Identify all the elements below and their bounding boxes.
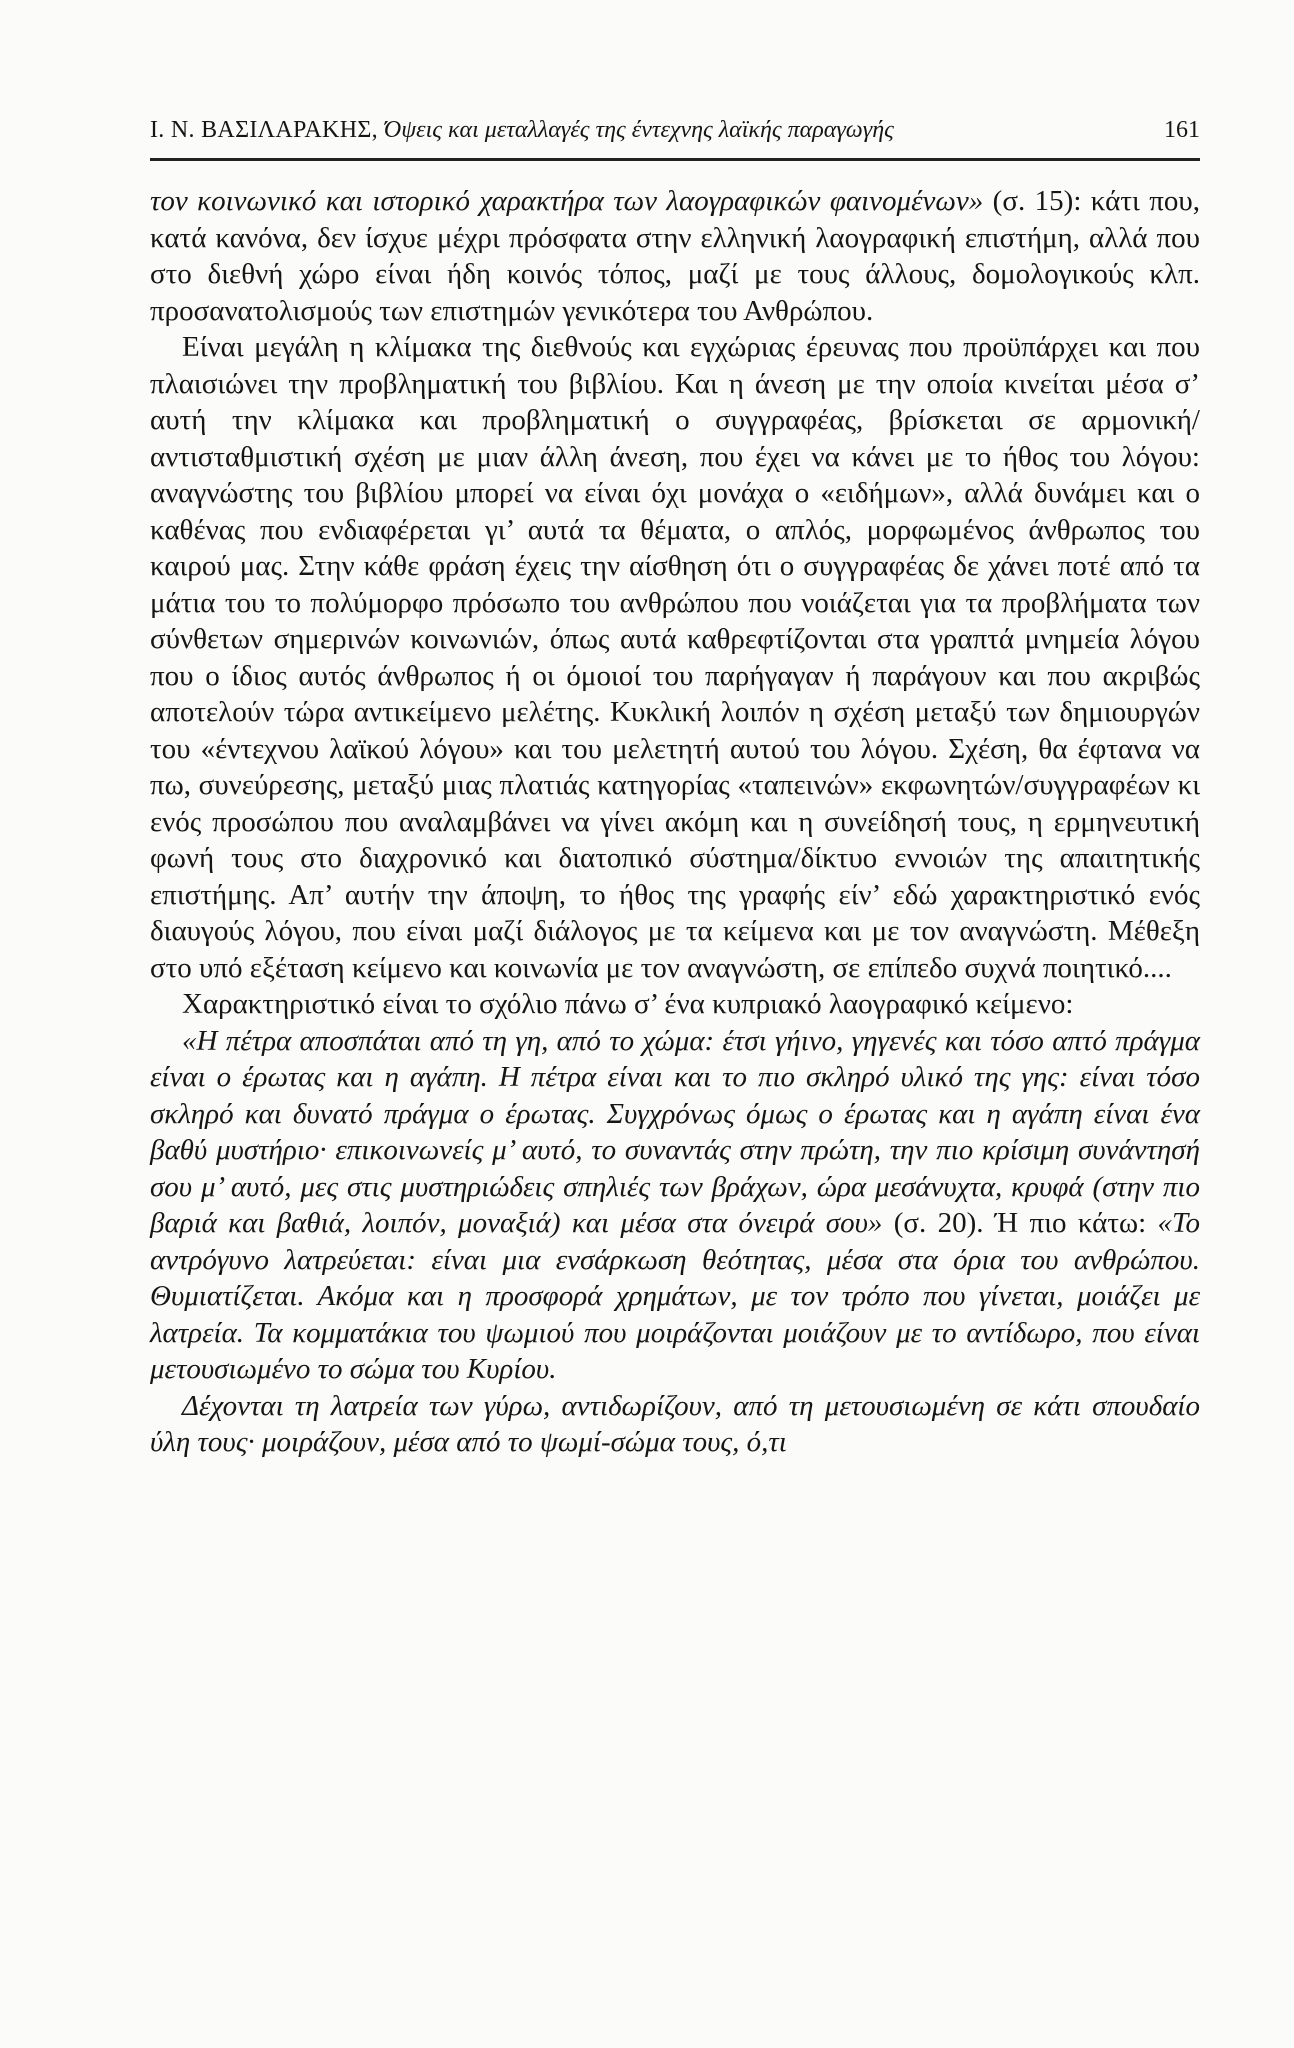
- paragraph-1: [150, 183, 1200, 329]
- paragraph-2-segment-1: Είναι μεγάλη η κλίμακα της διεθνούς και εγχώριας έρευνας που προϋπάρχει και που πλαισιώνει την προβληματική του βιβλίου. Και η άνεση με την οποία κινείται μέσα σ’ αυτή την κλίμακα και προβληματική ο συγγραφέας, βρίσκεται σε αρμονική/αντισταθμιστική σχέση με μιαν άλλη άνεση, που έχει να κάνει με το ήθος του λόγου: αναγνώστης του βιβλίου μπορεί να είναι όχι μονάχα ο «ειδήμων», αλλά δυνάμει και ο καθένας που ενδιαφέρεται γι’ αυτά τα θέματα, ο απλός, μορφωμένος άνθρωπος του καιρού μας. Στην κάθε φράση έχεις την αίσθηση ότι ο συγγραφέας δε χάνει ποτέ από τα μάτια του το πολύμορφο πρόσωπο του ανθρώπου που νοιάζεται για τα προβλήματα των σύνθετων σημερινών κοινωνιών, όπως αυτά καθρεφτίζονται στα γραπτά μνημεία λόγου που ο ίδιος αυτός άνθρωπος ή οι όμοιοί του παρήγαγαν ή παράγουν και που ακριβώς αποτελούν τώρα αντικείμενο μελέτης. Κυκλική λοιπόν η σχέση μεταξύ των δημιουργών του «έντεχνου λαϊκού λόγου» και του μελετητή αυτού του λόγου. Σχέση, θα έφτανα να πω, συνεύρεσης, μεταξύ μιας πλατιάς κατηγορίας «ταπεινών» εκφωνητών/συγγραφέων κι ενός προσώπου που αναλαμβάνει να γίνει ακόμη και η συνείδησή τους, η ερμηνευτική φωνή τους στο διαχρονικό και διατοπικό σύστημα/δίκτυο εννοιών της απαιτητικής επιστήμης. Απ’ αυτήν την άποψη, το ήθος της γραφής είν’ εδώ χαρακτηριστικό ενός διαυγούς λόγου, που είναι μαζί διάλογος με τα κείμενα και με τον αναγνώστη. Μέθεξη στο υπό εξέταση κείμενο και κοινωνία με τον αναγνώστη, σε επίπεδο συχνά ποιητικό....: [150, 331, 1200, 984]
- paragraph-3-segment-1: Χαρακτηριστικό είναι το σχόλιο πάνω σ’ ένα κυπριακό λαογραφικό κείμενο:: [182, 988, 1074, 1020]
- paragraph-1-segment-2: (σ. 15): κάτι που, κατά κανόνα, δεν ίσχυε μέχρι πρόσφατα στην ελληνική λαογραφική επιστήμη, αλλά που στο διεθνή χώρο είναι ήδη κοινός τόπος, μαζί με τους άλλους, δομολογικούς κλπ. προσανατολισμούς των επιστημών γενικότερα του Ανθρώπου.: [150, 185, 1201, 327]
- book-page: [150, 108, 1200, 1461]
- header-book-title: Όψεις και μεταλλαγές της έντεχνης λαϊκής παραγωγής: [383, 117, 894, 143]
- paragraph-1-segment-1: τον κοινωνικό και ιστορικό χαρακτήρα των λαογραφικών φαινομένων»: [150, 185, 984, 217]
- paragraph-4-quote: [150, 1023, 1200, 1388]
- page-number: 161: [1164, 117, 1200, 143]
- paragraph-2: [150, 329, 1200, 986]
- paragraph-5-quote: [150, 1388, 1200, 1461]
- header-author: Ι. Ν. ΒΑΣΙΛΑΡΑΚΗΣ,: [150, 117, 378, 143]
- body-text: [150, 183, 1200, 1461]
- paragraph-4-segment-2: (σ. 20). Ή πιο κάτω:: [882, 1207, 1158, 1239]
- paragraph-4-segment-3: «Το αντρόγυνο λατρεύεται: είναι μια ενσάρκωση θεότητας, μέσα στα όρια του ανθρώπου. Θυμιατίζεται. Ακόμα και η προσφορά χρημάτων, με τον τρόπο που γίνεται, μοιάζει με λατρεία. Τα κομματάκια του ψωμιού που μοιράζονται μοιάζουν με το αντίδωρο, που είναι μετουσιωμένο το σώμα του Κυρίου.: [150, 1207, 1200, 1385]
- paragraph-5-segment-1: Δέχονται τη λατρεία των γύρω, αντιδωρίζουν, από τη μετουσιωμένη σε κάτι σπουδαίο ύλη τους· μοιράζουν, μέσα από το ψωμί-σώμα τους, ό,τι: [150, 1389, 1200, 1458]
- paragraph-4-segment-1: «Η πέτρα αποσπάται από τη γη, από το χώμα: έτσι γήινο, γηγενές και τόσο απτό πράγμα είναι ο έρωτας και η αγάπη. Η πέτρα είναι και το πιο σκληρό υλικό της γης: είναι τόσο σκληρό και δυνατό πράγμα ο έρωτας. Συγχρόνως όμως ο έρωτας και η αγάπη είναι ένα βαθύ μυστήριο· επικοινωνείς μ’ αυτό, το συναντάς στην πρώτη, την πιο κρίσιμη συνάντησή σου μ’ αυτό, μες στις μυστηριώδεις σπηλιές των βράχων, ώρα μεσάνυχτα, κρυφά (στην πιο βαριά και βαθιά, λοιπόν, μοναξιά) και μέσα στα όνειρά σου»: [150, 1024, 1200, 1239]
- paragraph-3: [150, 986, 1200, 1023]
- running-header: [150, 108, 1200, 161]
